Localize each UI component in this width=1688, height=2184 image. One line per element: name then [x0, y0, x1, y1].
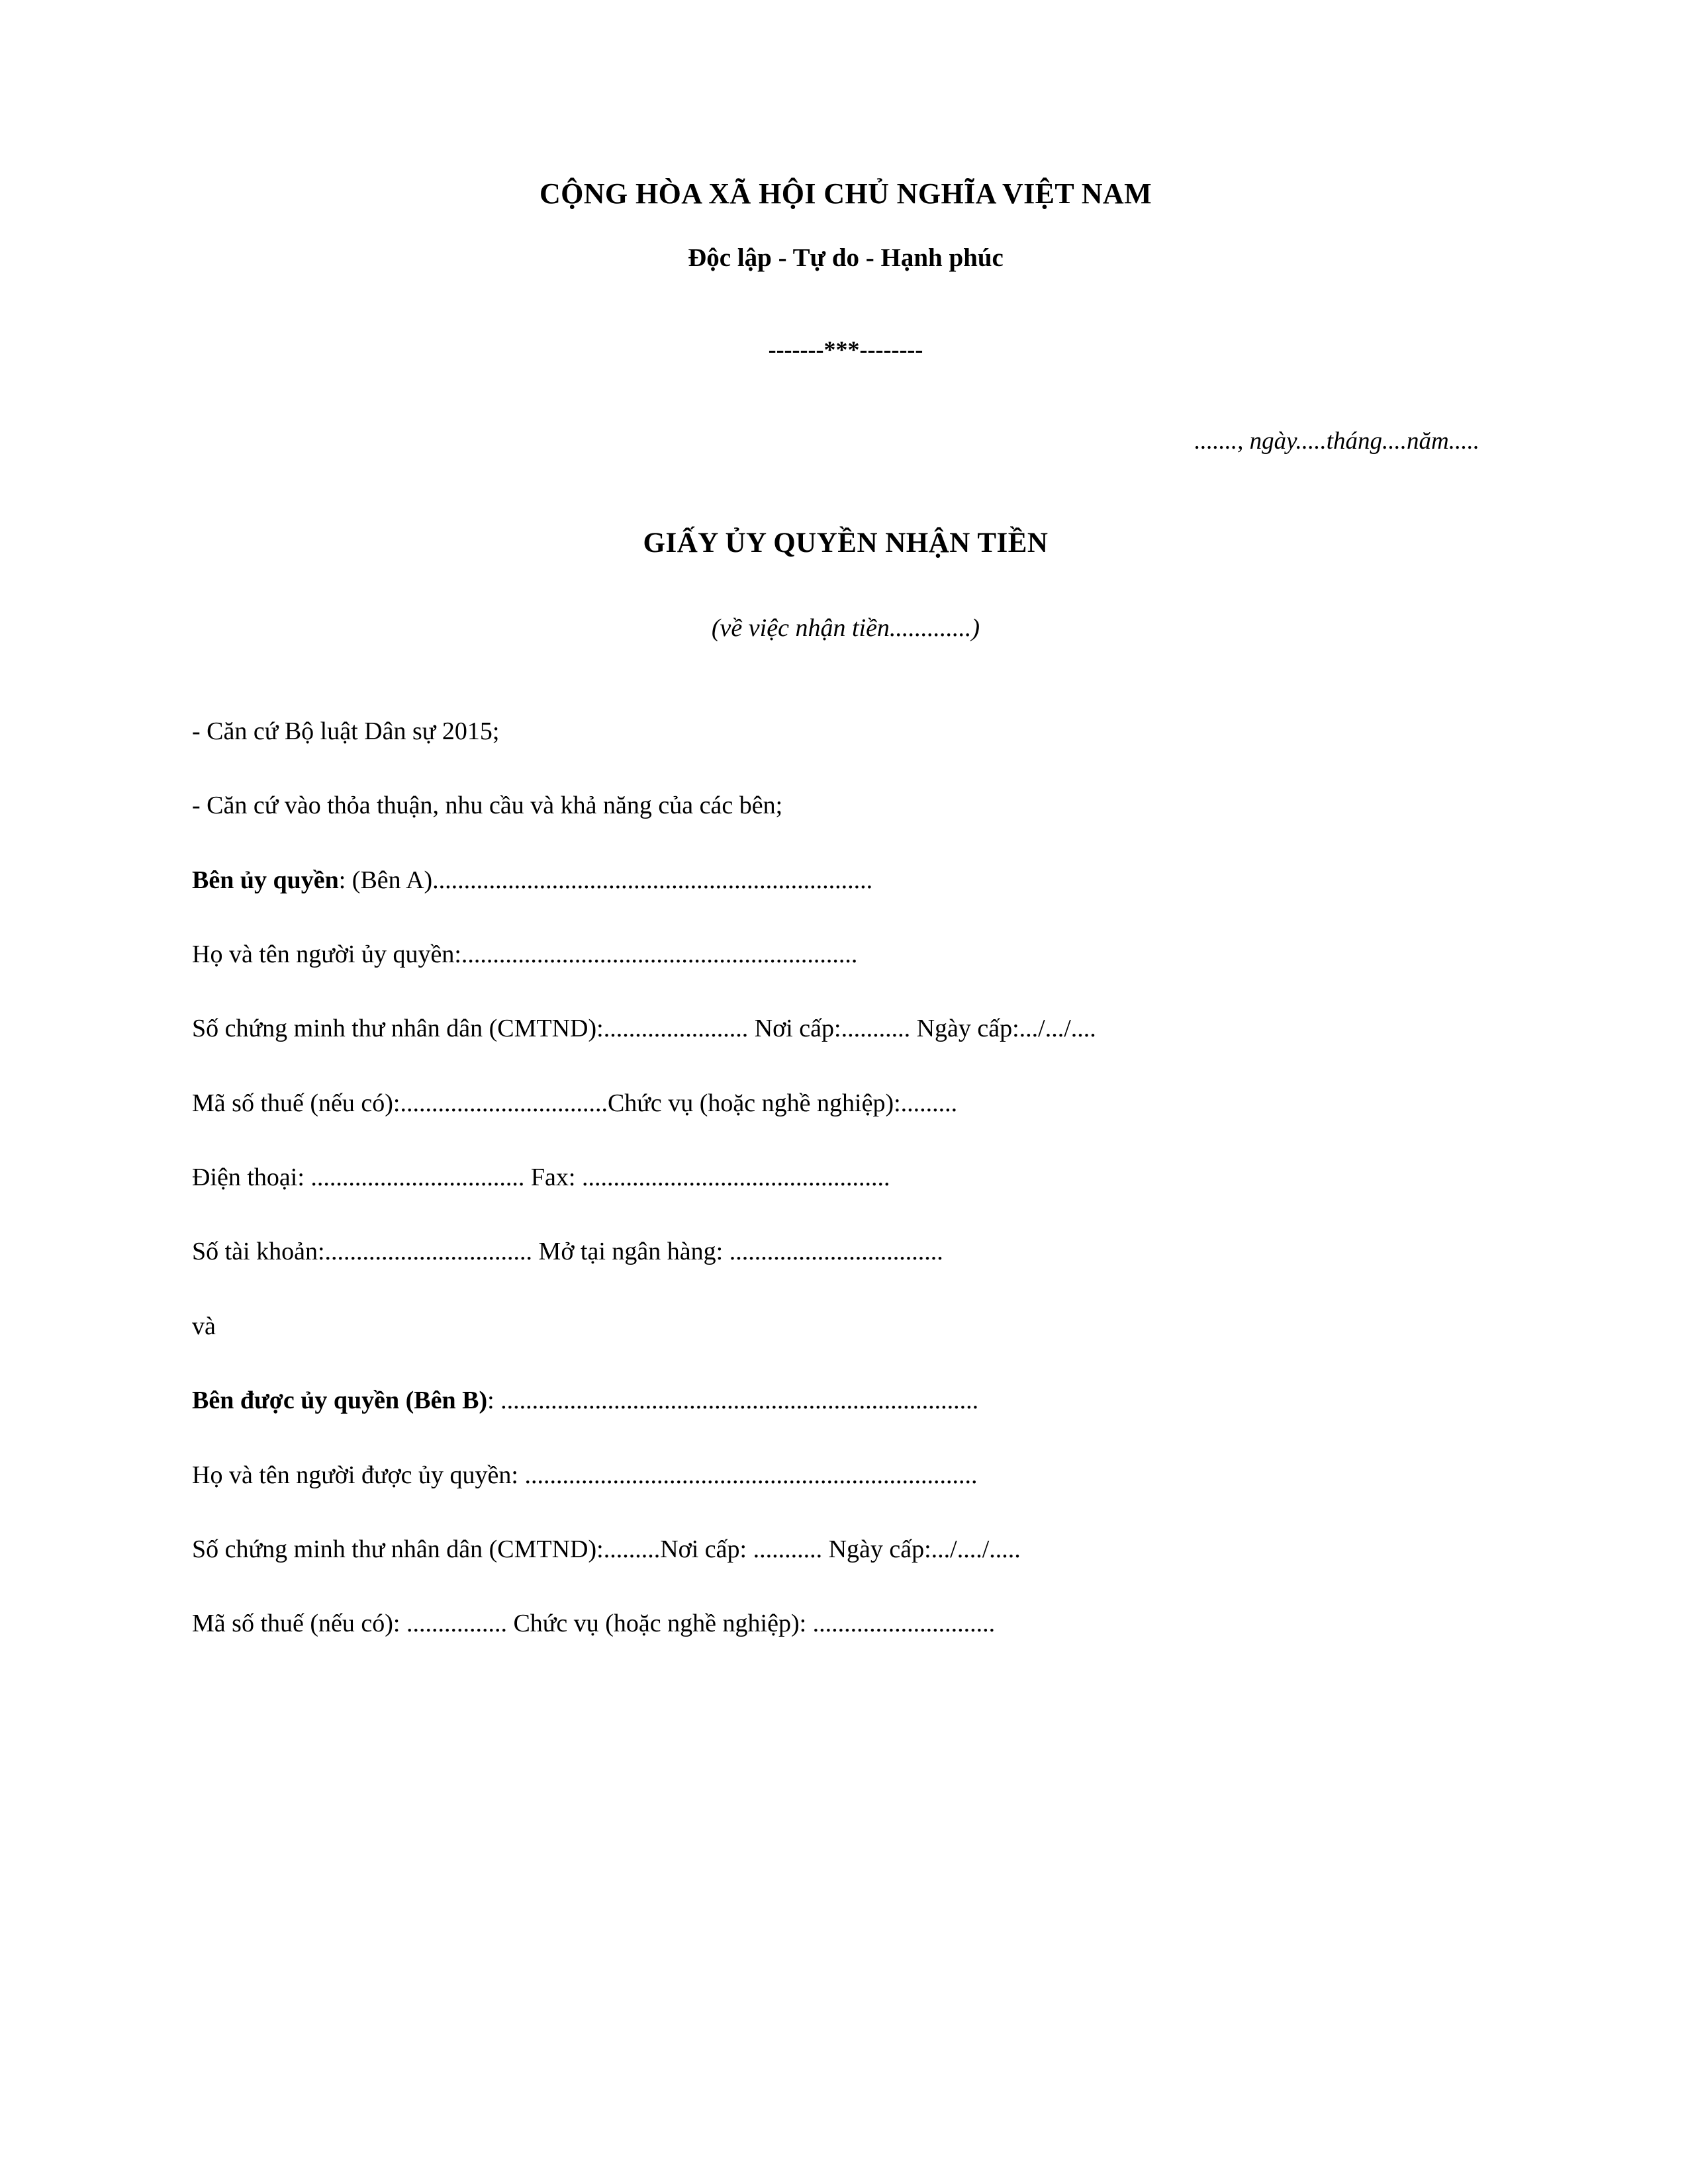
national-title: CỘNG HÒA XÃ HỘI CHỦ NGHĨA VIỆT NAM — [539, 177, 1152, 210]
party-a-field-fullname: Họ và tên người ủy quyền:............................................................... — [192, 940, 858, 968]
party-a-field-phone-fax: Điện thoại: .................................. Fax: ................................................. — [192, 1163, 890, 1192]
party-b-field-tax-code: Mã số thuế (nếu có): ................ Chức vụ (hoặc nghề nghiệp): ............................. — [192, 1610, 996, 1638]
party-a-field-tax-code: Mã số thuế (nếu có):.................................Chức vụ (hoặc nghề nghiệp):......... — [192, 1089, 958, 1117]
party-b-field-fullname: Họ và tên người được ủy quyền: ........................................................................ — [192, 1461, 978, 1489]
national-motto: Độc lập - Tự do - Hạnh phúc — [688, 244, 1004, 272]
document-body — [192, 175, 1499, 1641]
legal-basis-line-2: - Căn cứ vào thỏa thuận, nhu cầu và khả năng của các bên; — [192, 792, 783, 820]
party-a-heading — [192, 864, 1499, 897]
conjunction-and: và — [192, 1312, 216, 1340]
legal-basis-line-1: - Căn cứ Bộ luật Dân sự 2015; — [192, 717, 500, 745]
party-b-field-id-number: Số chứng minh thư nhân dân (CMTND):.........Nơi cấp: ........... Ngày cấp:.../..../..... — [192, 1535, 1021, 1564]
party-b-heading — [192, 1385, 1499, 1417]
party-b-heading-blank: : ............................................................................ — [487, 1387, 979, 1415]
party-a-heading-label: Bên ủy quyền — [192, 866, 339, 894]
date-line: ......., ngày.....tháng....năm..... — [1194, 427, 1479, 455]
party-a-heading-blank: : (Bên A)...................................................................... — [338, 866, 873, 894]
page-title: GIẤY ỦY QUYỀN NHẬN TIỀN — [643, 527, 1049, 559]
decorative-divider: -------***-------- — [768, 336, 923, 363]
page-subtitle: (về việc nhận tiền.............) — [711, 614, 980, 642]
party-a-field-bank-account: Số tài khoản:................................. Mở tại ngân hàng: .................................. — [192, 1238, 943, 1266]
party-b-heading-label: Bên được ủy quyền (Bên B) — [192, 1387, 488, 1415]
party-a-field-id-number: Số chứng minh thư nhân dân (CMTND):....................... Nơi cấp:........... Ngày cấp:.../.../.... — [192, 1015, 1096, 1043]
